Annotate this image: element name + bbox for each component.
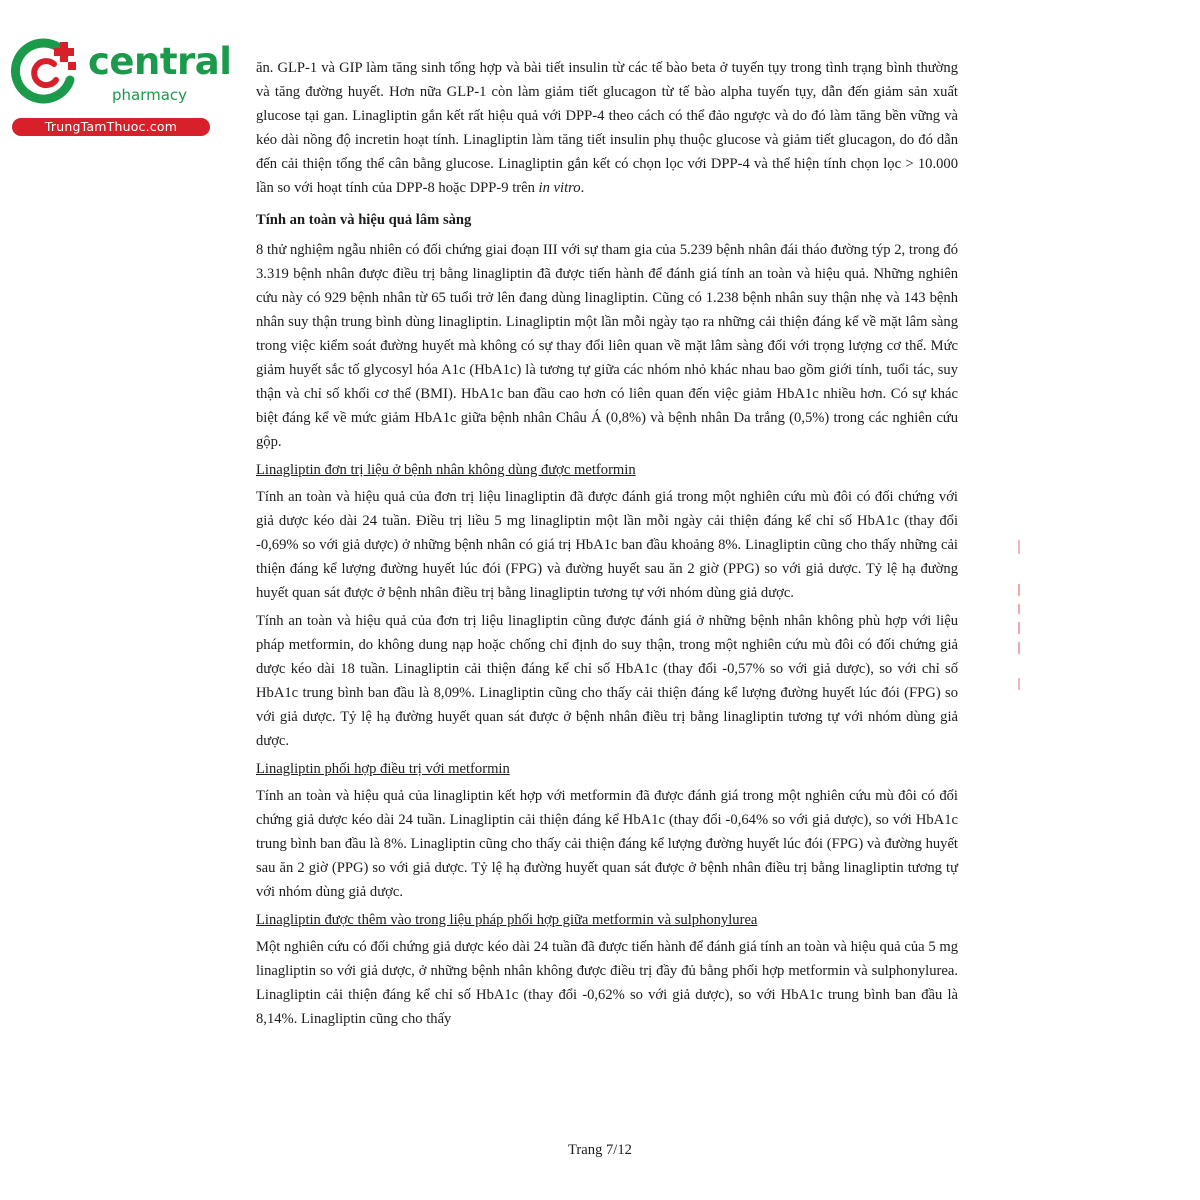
subsection-title-metformin: Linagliptin phối hợp điều trị với metformin [256, 761, 510, 777]
subsection-title-sulphonylurea: Linagliptin được thêm vào trong liệu pháp phối hợp giữa metformin và sulphonylurea [256, 912, 758, 928]
subsection-title-monotherapy: Linagliptin đơn trị liệu ở bệnh nhân không dùng được metformin [256, 462, 636, 478]
intro-end: . [580, 180, 585, 196]
document-body [256, 56, 958, 1035]
logo-wordmark: central [88, 40, 232, 83]
sulphonylurea-paragraph: Một nghiên cứu có đối chứng giả dược kéo dài 24 tuần đã được tiến hành để đánh giá tính an toàn và hiệu quả của 5 mg linagliptin so với giả dược, ở những bệnh nhân không được điều trị đầy đủ bằng phối hợp metformin và sulphonylurea. Linagliptin cải thiện đáng kể chỉ số HbA1c (thay đổi -0,62% so với giả dược), so với HbA1c trung bình ban đầu là 8,14%. Linagliptin cũng cho thấy [256, 939, 958, 1027]
intro-paragraph [256, 56, 958, 200]
intro-text: ăn. GLP-1 và GIP làm tăng sinh tổng hợp và bài tiết insulin từ các tế bào beta ở tuyến tụy trong tình trạng bình thường và tăng đường huyết. Hơn nữa GLP-1 còn làm giảm tiết glucagon từ tế bào alpha tuyến tụy, dẫn đến giảm sản xuất glucose tại gan. Linagliptin gắn kết rất hiệu quả với DPP-4 theo cách có thể đảo ngược và do đó làm tăng bền vững và kéo dài nồng độ incretin hoạt tính. Linagliptin làm tăng tiết insulin phụ thuộc glucose và giảm tiết glucagon, do đó dẫn đến cải thiện tổng thể cân bằng glucose. Linagliptin gắn kết có chọn lọc với DPP-4 và thể hiện tính chọn lọc > 10.000 lần so với hoạt tính của DPP-8 hoặc DPP-9 trên [256, 60, 958, 196]
section-paragraph: 8 thử nghiệm ngẫu nhiên có đối chứng giai đoạn III với sự tham gia của 5.239 bệnh nhân đái tháo đường týp 2, trong đó 3.319 bệnh nhân được điều trị bằng linagliptin đã được tiến hành để đánh giá tính an toàn và hiệu quả. Những nghiên cứu này có 929 bệnh nhân từ 65 tuổi trở lên đang dùng linagliptin. Cũng có 1.238 bệnh nhân suy thận nhẹ và 143 bệnh nhân suy thận trung bình dùng linagliptin. Linagliptin một lần mỗi ngày tạo ra những cải thiện đáng kể về mặt lâm sàng trong việc kiểm soát đường huyết mà không có sự thay đổi liên quan về mặt lâm sàng đối với trọng lượng cơ thể. Mức giảm huyết sắc tố glycosyl hóa A1c (HbA1c) là tương tự giữa các nhóm nhỏ khác nhau bao gồm giới tính, tuổi tác, suy thận và chỉ số khối cơ thể (BMI). HbA1c ban đầu cao hơn có liên quan đến việc giảm HbA1c nhiều hơn. Có sự khác biệt đáng kể về mức giảm HbA1c giữa bệnh nhân Châu Á (0,8%) và bệnh nhân Da trắng (0,5%) trong các nghiên cứu gộp. [256, 242, 958, 450]
monotherapy-paragraph-1: Tính an toàn và hiệu quả của đơn trị liệu linagliptin đã được đánh giá trong một nghiên cứu mù đôi có đối chứng với giả dược kéo dài 24 tuần. Điều trị liều 5 mg linagliptin một lần mỗi ngày cải thiện đáng kể chỉ số HbA1c (thay đổi -0,69% so với giả dược) ở những bệnh nhân có giá trị HbA1c ban đầu khoảng 8%. Linagliptin cũng cho thấy những cải thiện đáng kể lượng đường huyết lúc đói (FPG) và đường huyết sau ăn 2 giờ (PPG) so với giả dược. Tỷ lệ hạ đường huyết quan sát được ở bệnh nhân điều trị bằng linagliptin tương tự với nhóm dùng giả dược. [256, 489, 958, 601]
intro-italic-text: in vitro [538, 180, 581, 196]
monotherapy-paragraph-2: Tính an toàn và hiệu quả của đơn trị liệu linagliptin cũng được đánh giá ở những bệnh nhân không phù hợp với liệu pháp metformin, do không dung nạp hoặc chống chỉ định do suy thận, trong một nghiên cứu mù đôi có đối chứng giả dược kéo dài 18 tuần. Linagliptin cải thiện đáng kể chỉ số HbA1c (thay đổi -0,57% so với giả dược), so với chỉ số HbA1c trung bình ban đầu là 8,09%. Linagliptin cũng cho thấy cải thiện đáng kể lượng đường huyết lúc đói (FPG) so với giả dược. Tỷ lệ hạ đường huyết quan sát được ở bệnh nhân điều trị bằng linagliptin tương tự với nhóm dùng giả dược. [256, 613, 958, 749]
page-number: Trang 7/12 [568, 1142, 632, 1158]
brand-logo [10, 36, 232, 136]
scan-artifact-marks [1016, 540, 1024, 700]
central-pharmacy-logo-icon [10, 36, 82, 108]
logo-subtitle: pharmacy [112, 86, 188, 104]
section-title: Tính an toàn và hiệu quả lâm sàng [256, 212, 472, 228]
metformin-paragraph: Tính an toàn và hiệu quả của linagliptin kết hợp với metformin đã được đánh giá trong một nghiên cứu mù đôi có đối chứng giả dược kéo dài 24 tuần. Linagliptin cải thiện đáng kể HbA1c (thay đổi -0,64% so với giả dược), so với HbA1c trung bình ban đầu là 8%. Linagliptin cũng cho thấy cải thiện đáng kể lượng đường huyết lúc đói (FPG) và đường huyết sau ăn 2 giờ (PPG) so với giả dược. Tỷ lệ hạ đường huyết quan sát được ở bệnh nhân điều trị bằng linagliptin tương tự với nhóm dùng giả dược. [256, 788, 958, 900]
logo-website-banner: TrungTamThuoc.com [12, 118, 210, 136]
